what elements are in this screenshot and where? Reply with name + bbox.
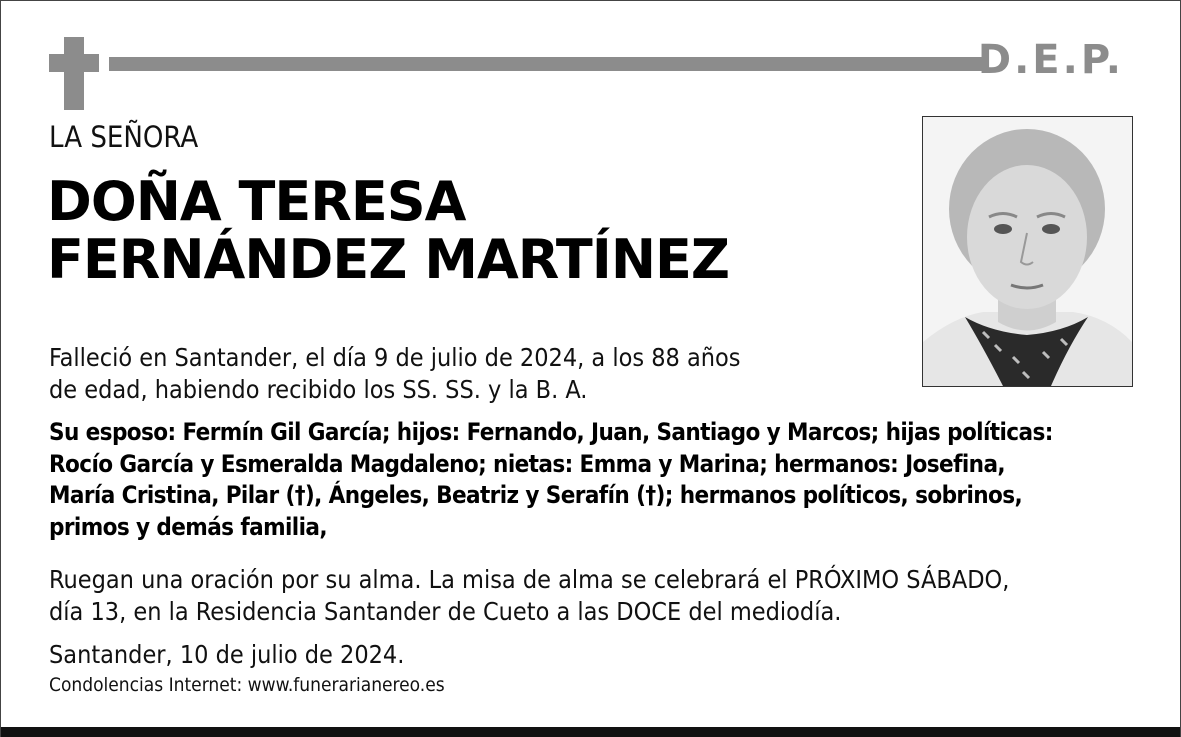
mass-line: día 13, en la Residencia Santander de Cueto a las DOCE del mediodía. — [49, 597, 842, 626]
dep-label: D.E.P. — [977, 37, 1124, 83]
mass-announcement — [49, 564, 1149, 628]
bottom-rule — [1, 727, 1180, 737]
condolences-link: Condolencias Internet: www.funerarianereo.es — [49, 674, 445, 696]
family-list — [49, 417, 1159, 543]
family-line: primos y demás familia, — [49, 512, 327, 541]
place-date: Santander, 10 de julio de 2024. — [49, 640, 405, 669]
family-line: María Cristina, Pilar (†), Ángeles, Beatriz y Serafín (†); hermanos políticos, sobrinos, — [49, 481, 1023, 509]
intro-line: Falleció en Santander, el día 9 de julio de 2024, a los 88 años — [49, 343, 741, 372]
portrait-photo — [922, 116, 1133, 387]
cross-icon — [49, 37, 99, 110]
death-announcement — [49, 342, 809, 406]
mass-line: Ruegan una oración por su alma. La misa de alma se celebrará el PRÓXIMO SÁBADO, — [49, 565, 1010, 594]
deceased-name-line1: DOÑA TERESA — [47, 170, 466, 233]
family-line: Rocío García y Esmeralda Magdaleno; nietas: Emma y Marina; hermanos: Josefina, — [49, 449, 1006, 478]
deceased-name-line2: FERNÁNDEZ MARTÍNEZ — [47, 228, 730, 291]
deceased-prefix: LA SEÑORA — [49, 120, 199, 154]
deceased-name — [47, 170, 730, 291]
intro-line: de edad, habiendo recibido los SS. SS. y la B. A. — [49, 375, 588, 404]
family-line: Su esposo: Fermín Gil García; hijos: Fernando, Juan, Santiago y Marcos; hijas políticas: — [49, 418, 1053, 446]
header-rule — [109, 57, 989, 71]
